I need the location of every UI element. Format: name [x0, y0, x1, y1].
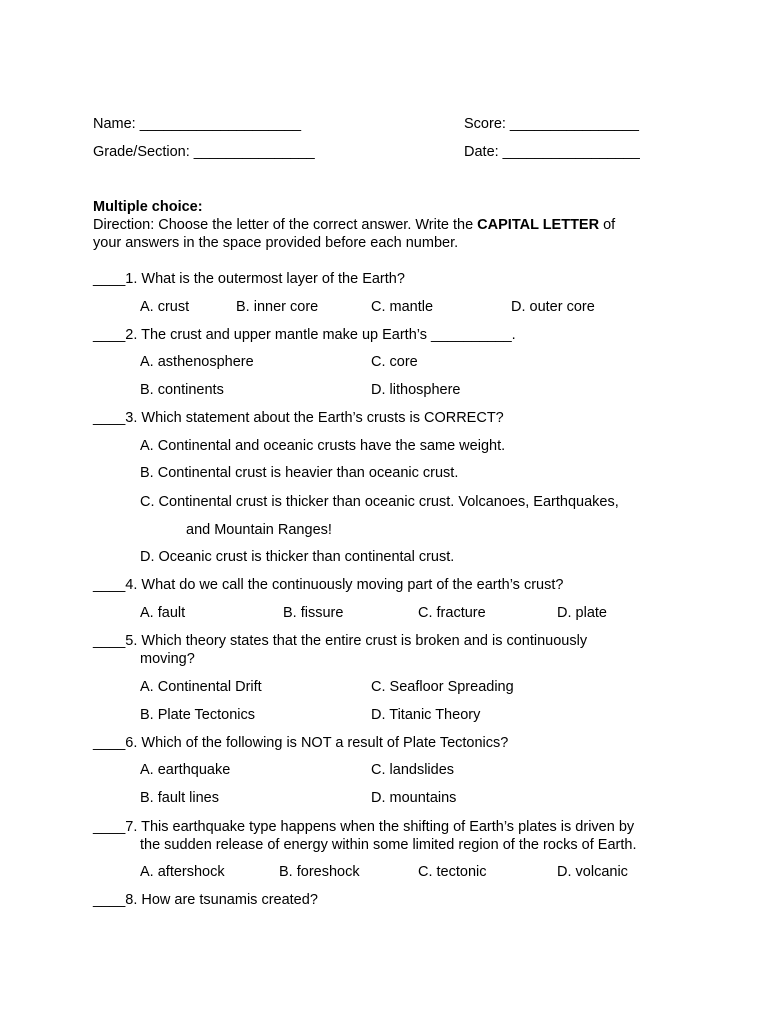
question-1-choice-a: A. crust	[140, 299, 190, 315]
question-6: ____6. Which of the following is NOT a result of Plate Tectonics?	[93, 735, 509, 751]
question-3-choice-d: D. Oceanic crust is thicker than continental crust.	[140, 549, 455, 565]
question-4-choice-c: C. fracture	[418, 605, 486, 621]
direction-emphasis: CAPITAL LETTER	[477, 217, 600, 233]
question-8: ____8. How are tsunamis created?	[93, 892, 318, 908]
question-1-choice-c: C. mantle	[371, 299, 434, 315]
question-3-choice-c: C. Continental crust is thicker than oceanic crust. Volcanoes, Earthquakes,	[140, 494, 619, 510]
question-5-continued: moving?	[140, 651, 195, 667]
question-4-choice-a: A. fault	[140, 605, 186, 621]
question-5: ____5. Which theory states that the entire crust is broken and is continuously	[93, 633, 588, 649]
question-7: ____7. This earthquake type happens when the shifting of Earth’s plates is driven by	[93, 819, 635, 835]
question-5-choice-b: B. Plate Tectonics	[140, 707, 255, 723]
question-3-choice-a: A. Continental and oceanic crusts have the same weight.	[140, 438, 506, 454]
question-2-choice-c: C. core	[371, 354, 418, 370]
direction-line-2: your answers in the space provided before each number.	[93, 235, 459, 251]
date-field: Date: _________________	[464, 144, 640, 160]
question-5-choice-a: A. Continental Drift	[140, 679, 262, 695]
question-1-choice-b: B. inner core	[236, 299, 319, 315]
question-4-choice-b: B. fissure	[283, 605, 344, 621]
question-7-choice-a: A. aftershock	[140, 864, 225, 880]
question-7-choice-b: B. foreshock	[279, 864, 360, 880]
question-3: ____3. Which statement about the Earth’s crusts is CORRECT?	[93, 410, 504, 426]
name-field: Name: ____________________	[93, 116, 302, 132]
question-7-continued: the sudden release of energy within some limited region of the rocks of Earth.	[140, 837, 637, 853]
direction-prefix: Direction: Choose the letter of the correct answer. Write the	[93, 217, 478, 233]
question-5-choice-c: C. Seafloor Spreading	[371, 679, 514, 695]
question-2-choice-a: A. asthenosphere	[140, 354, 254, 370]
question-2-choice-b: B. continents	[140, 382, 224, 398]
score-field: Score: ________________	[464, 116, 639, 132]
question-4: ____4. What do we call the continuously moving part of the earth’s crust?	[93, 577, 564, 593]
grade-section-field: Grade/Section: _______________	[93, 144, 315, 160]
question-6-choice-b: B. fault lines	[140, 790, 219, 806]
question-3-choice-c-continued: and Mountain Ranges!	[186, 522, 332, 538]
question-5-choice-d: D. Titanic Theory	[371, 707, 481, 723]
question-2-choice-d: D. lithosphere	[371, 382, 461, 398]
question-3-choice-b: B. Continental crust is heavier than oceanic crust.	[140, 465, 459, 481]
question-1-choice-d: D. outer core	[511, 299, 595, 315]
question-2: ____2. The crust and upper mantle make up Earth’s __________.	[93, 327, 516, 343]
question-7-choice-d: D. volcanic	[557, 864, 628, 880]
question-6-choice-a: A. earthquake	[140, 762, 231, 778]
question-1: ____1. What is the outermost layer of the Earth?	[93, 271, 405, 287]
question-7-choice-c: C. tectonic	[418, 864, 487, 880]
question-6-choice-c: C. landslides	[371, 762, 455, 778]
section-title: Multiple choice:	[93, 199, 203, 215]
question-4-choice-d: D. plate	[557, 605, 607, 621]
question-6-choice-d: D. mountains	[371, 790, 457, 806]
direction-line-1	[93, 216, 615, 234]
direction-suffix: of	[599, 217, 616, 233]
